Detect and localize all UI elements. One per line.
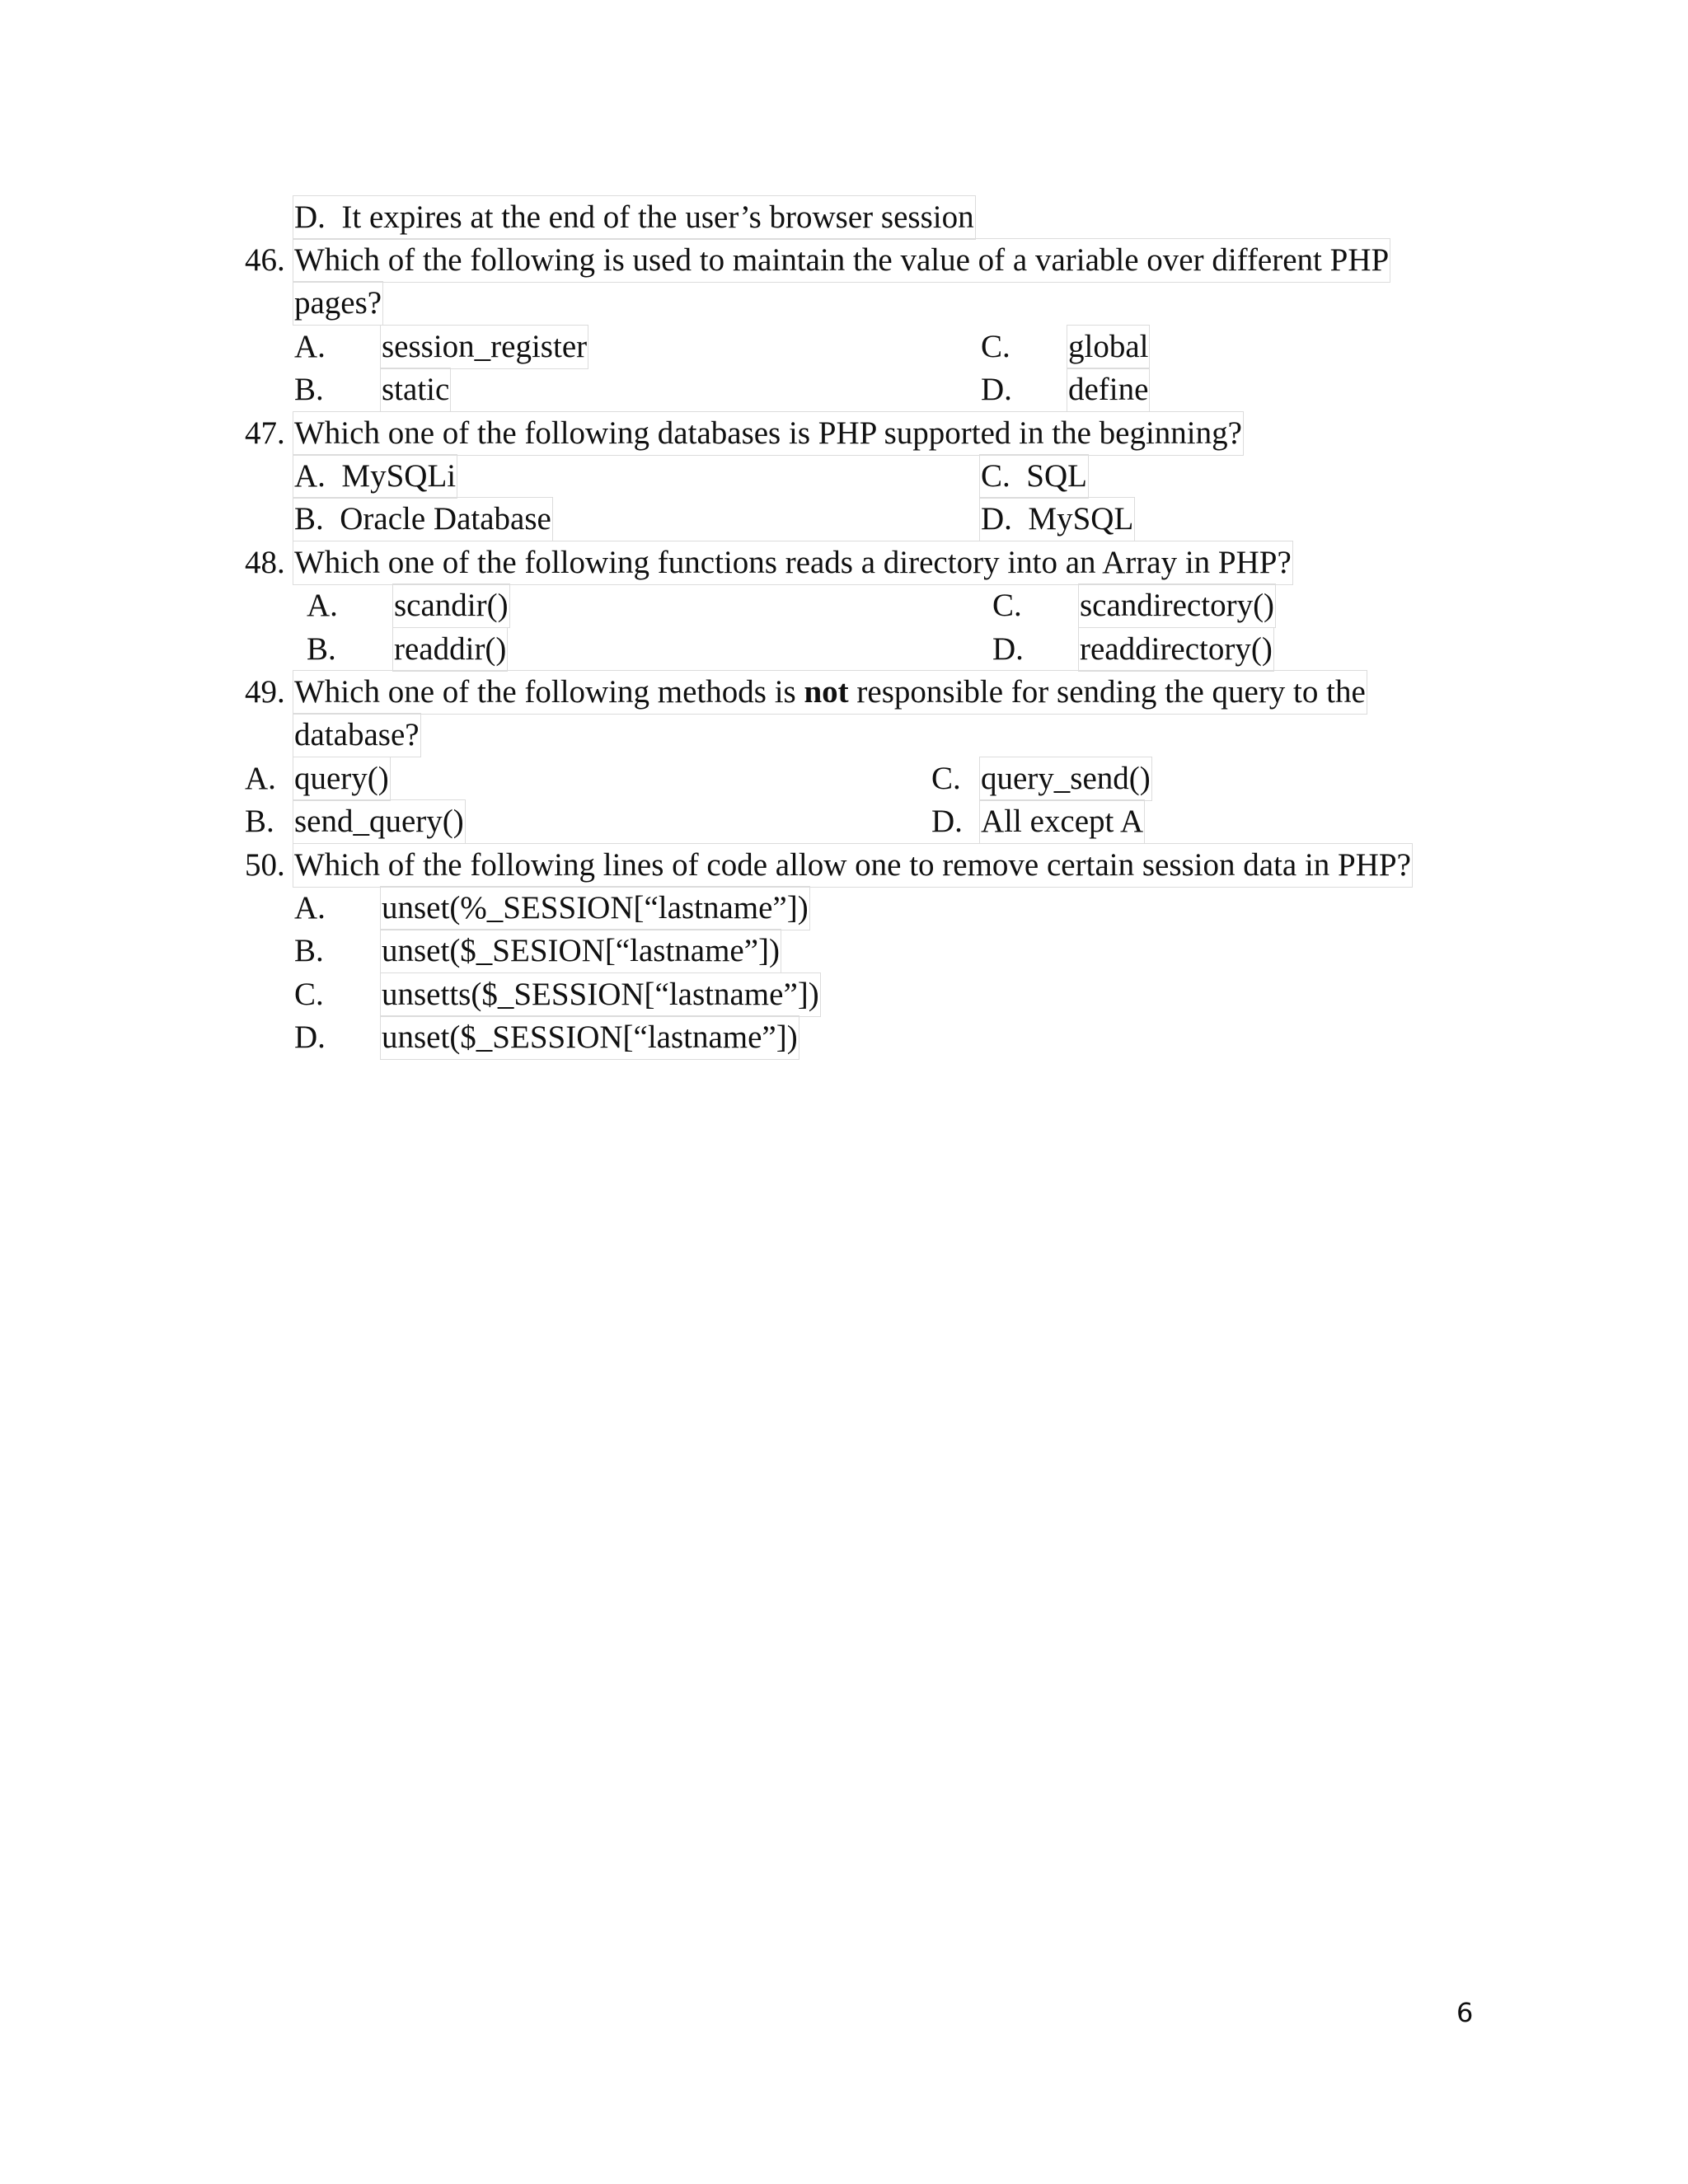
option-text: unset(%_SESSION[“lastname”]) — [382, 888, 809, 929]
option-letter: A. — [307, 588, 338, 623]
question-number: 47. — [245, 415, 285, 451]
option-letter: D. — [294, 1019, 326, 1055]
option-letter: B. — [245, 804, 274, 839]
option-text: send_query() — [294, 801, 464, 842]
option-letter: A. — [294, 890, 326, 926]
option-letter: A. — [294, 458, 326, 494]
option-d — [981, 499, 1133, 540]
option-text: readdirectory() — [1080, 629, 1273, 670]
question-number: 46. — [245, 242, 285, 278]
option-text: It expires at the end of the user’s browser session — [341, 199, 974, 235]
option-letter: D. — [981, 501, 1012, 537]
option-text: SQL — [1026, 458, 1087, 494]
option-text: unset($_SESION[“lastname”]) — [382, 930, 780, 972]
option-text: scandir() — [394, 585, 509, 626]
option-text: MySQL — [1028, 501, 1134, 537]
question-number: 50. — [245, 847, 285, 883]
option-letter: D. — [294, 199, 326, 235]
option-text: query() — [294, 758, 389, 799]
question-text — [294, 672, 1366, 713]
option-letter: C. — [981, 329, 1010, 364]
question-number: 49. — [245, 674, 285, 710]
option-a — [294, 456, 456, 497]
option-letter: D. — [981, 372, 1012, 407]
option-text: global — [1068, 326, 1148, 368]
option-letter: C. — [981, 458, 1010, 494]
option-text: unset($_SESSION[“lastname”]) — [382, 1017, 798, 1058]
option-letter: B. — [294, 501, 324, 537]
option-letter: D. — [992, 631, 1024, 667]
question-text-emphasis: not — [804, 674, 849, 710]
option-text: Oracle Database — [340, 501, 551, 537]
option-text: scandirectory() — [1080, 585, 1274, 626]
option-text: All except A — [981, 801, 1143, 842]
option-letter: C. — [294, 977, 324, 1012]
question-text-part: responsible for sending the query to the — [848, 674, 1366, 710]
page-number: 6 — [1456, 1997, 1474, 2028]
question-text: Which of the following is used to maintain the value of a variable over different PHP — [294, 240, 1389, 281]
option-letter: A. — [245, 761, 276, 796]
option-letter: C. — [992, 588, 1022, 623]
option-text: MySQLi — [341, 458, 457, 494]
option-text: readdir() — [394, 629, 506, 670]
option-letter: B. — [294, 933, 324, 968]
question-text-continued: database? — [294, 715, 420, 756]
question-text-continued: pages? — [294, 283, 382, 324]
question-text: Which one of the following databases is PHP supported in the beginning? — [294, 413, 1242, 454]
option-letter: B. — [294, 372, 324, 407]
option-text: unsetts($_SESSION[“lastname”]) — [382, 974, 819, 1015]
option-letter: D. — [931, 804, 963, 839]
q45-option-d — [294, 197, 974, 238]
option-text: query_send() — [981, 758, 1151, 799]
option-text: define — [1068, 369, 1148, 410]
question-text-part: Which one of the following methods is — [294, 674, 804, 710]
option-text: static — [382, 369, 449, 410]
option-letter: C. — [931, 761, 961, 796]
option-letter: B. — [307, 631, 336, 667]
question-number: 48. — [245, 545, 285, 580]
option-letter: A. — [294, 329, 326, 364]
option-c — [981, 456, 1087, 497]
question-text: Which of the following lines of code allow one to remove certain session data in PHP? — [294, 845, 1411, 886]
question-text: Which one of the following functions reads a directory into an Array in PHP? — [294, 542, 1292, 583]
option-text: session_register — [382, 326, 587, 368]
option-b — [294, 499, 551, 540]
